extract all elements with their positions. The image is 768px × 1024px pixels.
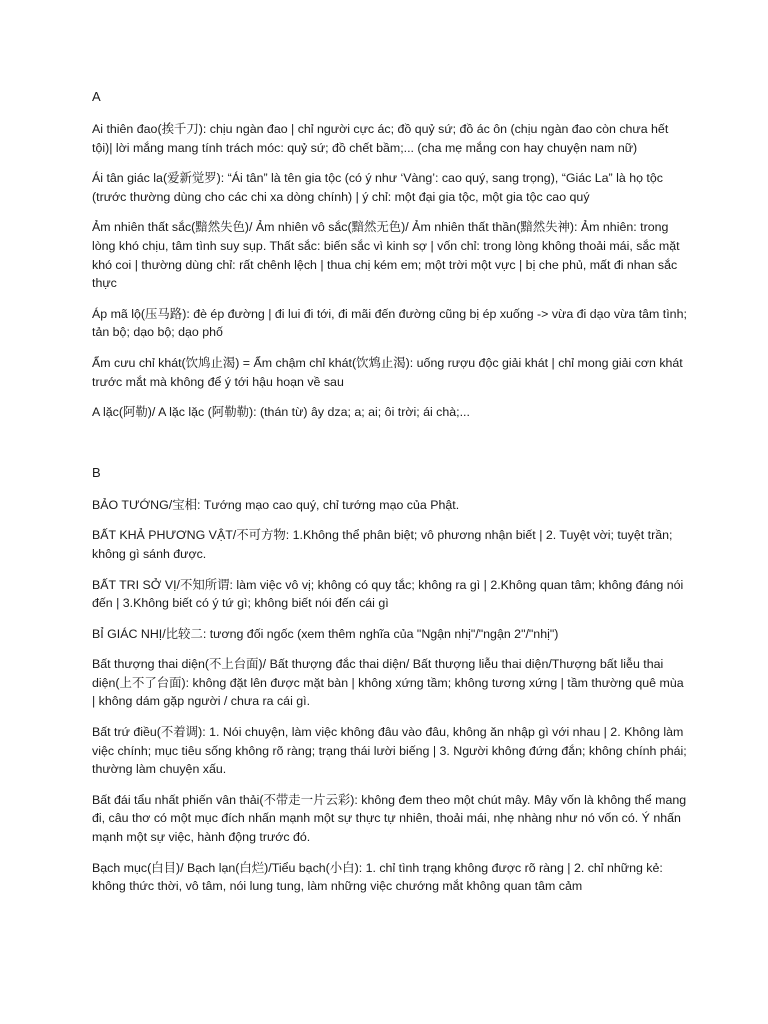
entry: Bạch mục(白目)/ Bạch lạn(白烂)/Tiểu bạch(小白): 1. chỉ tình trạng không được rõ ràng | 2. chỉ những kẻ: không thức thời, vô tâm, nói lung tung, làm những việc chướng mắt không quan tâm cảm: [92, 860, 663, 894]
entry: Bất thượng thai diện(不上台面)/ Bất thượng đắc thai diện/ Bất thượng liễu thai diện/Thượng bất liễu thai diện(上不了台面): không đặt lên được mặt bàn | không xứng tầm; không tương xứng | tầm thường quê mùa | không dám gặp người / chưa ra cái gì.: [92, 657, 684, 709]
entry: BẤT KHẢ PHƯƠNG VẬT/不可方物: 1.Không thể phân biệt; vô phương nhận biết | 2. Tuyệt vời; tuyệt trần; không gì sánh được.: [92, 528, 673, 561]
entry: BẤT TRI SỞ VỊ/不知所谓: làm việc vô vị; không có quy tắc; không ra gì | 2.Không quan tâm; không đáng nói đến | 3.Không biết có ý tứ gì; không biết nói đến cái gì: [92, 577, 684, 611]
entry: Ai thiên đao(挨千刀): chịu ngàn đao | chỉ người cực ác; đồ quỷ sứ; đồ ác ôn (chịu ngàn đao còn chưa hết tội)| lời mắng mang tính trách móc: quỷ sứ; đồ chết bầm;... (cha mẹ mắng con hay chuyện nam nữ): [92, 122, 669, 155]
document-page: [92, 88, 688, 908]
entry: BỈ GIÁC NHỊ/比较二: tương đối ngốc (xem thêm nghĩa của "Ngận nhị"/"ngận 2"/"nhị"): [92, 626, 559, 641]
entry: Bất đái tẩu nhất phiến vân thải(不带走一片云彩): không đem theo một chút mây. Mây vốn là không thể mang đi, câu thơ có một mục đích nhấn mạnh một sự thực tự nhiên, thoải mái, nhẹ nhàng như nó vốn có. Ý nhấn mạnh một sự việc, hành động trước đó.: [92, 792, 687, 845]
section-letter: B: [92, 464, 101, 480]
entry: Ái tân giác la(爱新觉罗): “Ái tân” là tên gia tộc (có ý như ‘Vàng’: cao quý, sang trọng), “Giác La” là họ tộc (trước thường dùng cho các chi xa dòng chính) | ý chỉ: một đại gia tộc, một gia tộc cao quý: [92, 171, 663, 204]
entry: Bất trứ điều(不着调): 1. Nói chuyện, làm việc không đâu vào đâu, không ăn nhập gì với nhau | 2. Không làm việc chính; mục tiêu sống không rõ ràng; trạng thái lười biếng | 3. Người không đứng đắn; không chính phái; thường làm chuyện xấu.: [92, 725, 687, 777]
entry: Ảm nhiên thất sắc(黯然失色)/ Ảm nhiên vô sắc(黯然无色)/ Ảm nhiên thất thần(黯然失神): Ảm nhiên: trong lòng khó chịu, tâm tình suy sụp. Thất sắc: biến sắc vì kinh sợ | vốn chỉ: trong lòng không thoải mái, sắc mặt khó coi | thường dùng chỉ: rất chênh lệch | thua chị kém em; một trời một vực | bị che phủ, mất đi nhan sắc thực: [92, 220, 680, 291]
entry: A lặc(阿勒)/ A lặc lặc (阿勒勒): (thán từ) ây dza; a; ai; ôi trời; ái chà;...: [92, 405, 470, 420]
section-a: [92, 88, 688, 422]
section-letter: A: [92, 89, 101, 104]
section-b: [92, 464, 688, 896]
entry: Ẩm cưu chỉ khát(饮鸠止渴) = Ẩm chậm chỉ khát(饮鸩止渴): uống rượu độc giải khát | chỉ mong giải cơn khát trước mắt mà không để ý tới hậu hoạn về sau: [92, 355, 683, 389]
entry: BẢO TƯỚNG/宝相: Tướng mạo cao quý, chỉ tướng mạo của Phật.: [92, 497, 460, 512]
entry: Áp mã lộ(压马路): đè ép đường | đi lui đi tới, đi mãi đến đường cũng bị ép xuống -> vừa đi dạo vừa tâm tình; tản bộ; dạo bộ; dạo phố: [92, 306, 687, 340]
